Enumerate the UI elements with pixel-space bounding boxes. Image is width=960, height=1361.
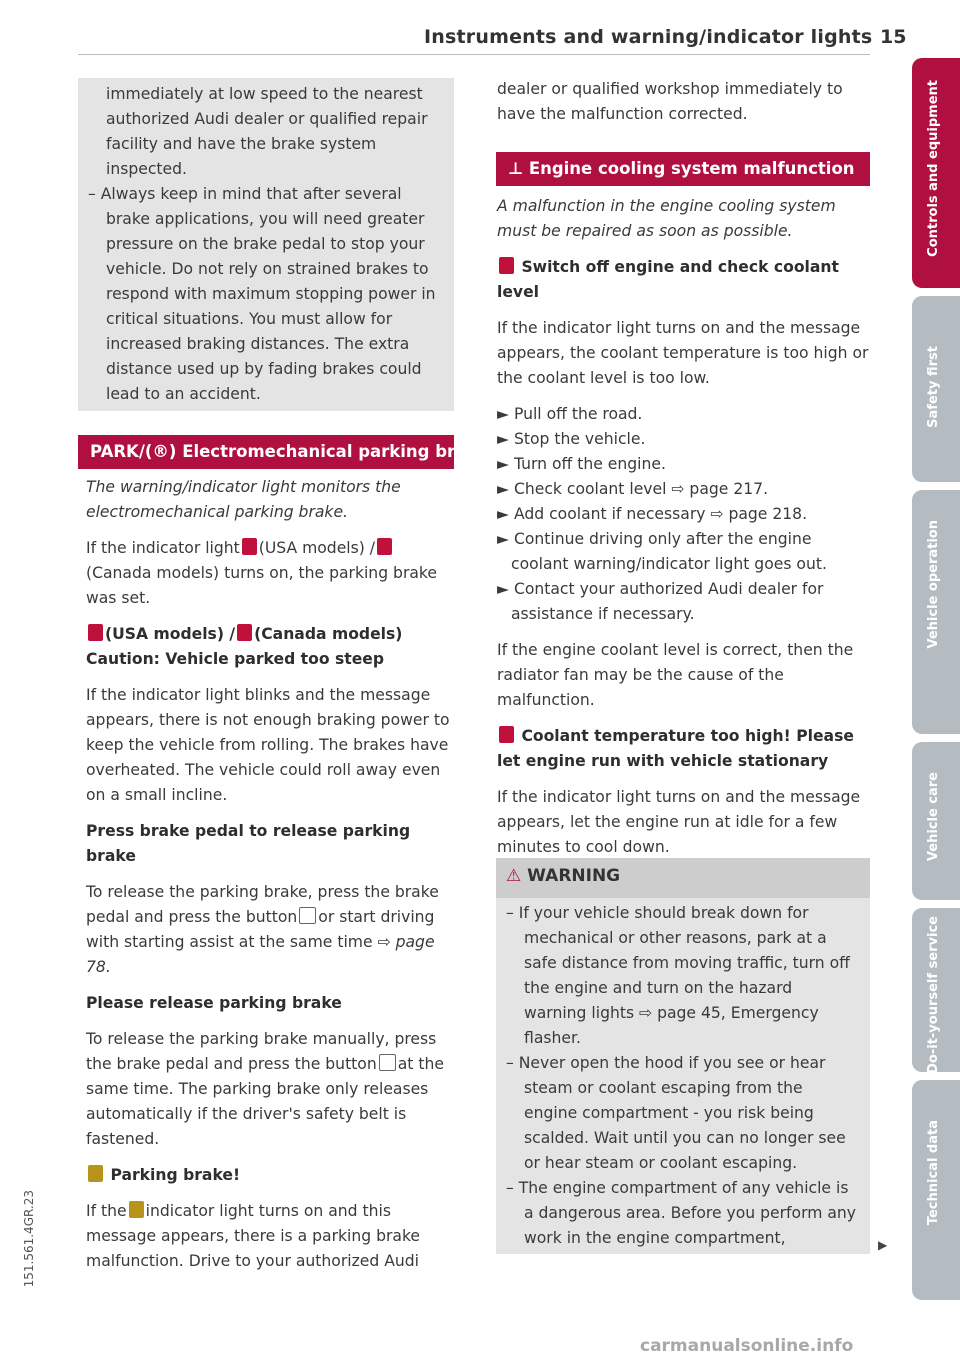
- side-tab-vehicle-care[interactable]: Vehicle care: [912, 742, 960, 900]
- warning-box-continued: [78, 78, 454, 411]
- list-item: ► Pull off the road.: [497, 405, 643, 423]
- warning-heading: ⚠ WARNING: [506, 866, 621, 886]
- warning-list: [506, 901, 858, 1251]
- list-item: ► Stop the vehicle.: [497, 430, 646, 448]
- parking-brake-fault-text: If the indicator light turns on and this message appears, there is a parking brake malfunction. Drive to your authorized Audi: [86, 1202, 421, 1270]
- parking-brake-para1: If the indicator light (USA models) /(Canada models) turns on, the parking brake was set.: [86, 539, 437, 607]
- heading-press-brake-pedal: Press brake pedal to release parking brake: [86, 822, 411, 865]
- warning-item: – Never open the hood if you see or hear steam or coolant escaping from the engine compartment - you risk being scalded. Wait until you can no longer see or hear steam or coolant escaping.: [506, 1054, 846, 1172]
- radiator-fan-text: If the engine coolant level is correct, then the radiator fan may be the cause of the malfunction.: [497, 641, 854, 709]
- brake-indicator-icon: [237, 624, 252, 641]
- cooling-intro: A malfunction in the engine cooling system must be repaired as soon as possible.: [497, 197, 836, 240]
- side-tab-safety[interactable]: Safety first: [912, 296, 960, 482]
- parking-brake-intro: The warning/indicator light monitors the electromechanical parking brake.: [86, 478, 401, 521]
- heading-release-parking-brake: Please release parking brake: [86, 994, 342, 1012]
- side-tab-diy-service[interactable]: Do-it-yourself service: [912, 908, 960, 1072]
- coolant-steps-list: [497, 402, 869, 627]
- document-code: 151.561.4GR.23: [22, 1190, 36, 1288]
- parking-brake-button-icon: [379, 1054, 396, 1071]
- heading-check-coolant: Switch off engine and check coolant level: [497, 258, 839, 301]
- heading-parked-too-steep: (USA models) / (Canada models) Caution: Vehicle parked too steep: [86, 625, 403, 668]
- page-header-title: Instruments and warning/indicator lights: [424, 26, 873, 48]
- list-item: ► Contact your authorized Audi dealer for assistance if necessary.: [497, 580, 824, 623]
- continued-text: dealer or qualified workshop immediately to have the malfunction corrected.: [497, 80, 843, 123]
- page-number: 15: [880, 26, 907, 48]
- continue-arrow-icon: ▶: [878, 1238, 888, 1252]
- section-title-cooling-system: ⊥ Engine cooling system malfunction: [496, 152, 870, 186]
- warning-item: – If your vehicle should break down for mechanical or other reasons, park at a safe distance from moving traffic, turn off the engine and turn on the hazard warning lights ⇨ page 45, Emergency flasher.: [506, 904, 850, 1047]
- warning-item: – The engine compartment of any vehicle is a dangerous area. Before you perform any work in the engine compartment,: [506, 1179, 857, 1247]
- list-item: ► Continue driving only after the engine coolant warning/indicator light goes out.: [497, 530, 827, 573]
- warning-box: [496, 858, 870, 1254]
- release-parking-brake-text: To release the parking brake manually, press the brake pedal and press the button at the same time. The parking brake only releases automatically if the driver's safety belt is fastened.: [86, 1030, 444, 1148]
- side-tab-vehicle-operation[interactable]: Vehicle operation: [912, 490, 960, 734]
- right-column-top: [497, 77, 869, 127]
- list-item: ► Turn off the engine.: [497, 455, 666, 473]
- heading-parking-brake-fault: Parking brake!: [86, 1163, 454, 1188]
- parked-too-steep-text: If the indicator light blinks and the message appears, there is not enough braking power to keep the vehicle from rolling. The brakes have overheated. The vehicle could roll away even on a small incline.: [86, 686, 450, 804]
- header-rule: [78, 54, 870, 55]
- warning-cont-item: – Always keep in mind that after several brake applications, you will need greater pressure on the brake pedal to stop your vehicle. Do not rely on strained brakes to respond with maximum stopping power in critical situations. You must allow for increased braking distances. The extra distance used up by fading brakes could lead to an accident.: [88, 185, 436, 403]
- warning-triangle-icon: ⚠: [506, 866, 522, 886]
- parking-brake-button-icon: [299, 907, 316, 924]
- list-item: ► Check coolant level ⇨ page 217.: [497, 480, 769, 498]
- heading-coolant-too-high: Coolant temperature too high! Please let engine run with vehicle stationary: [497, 727, 854, 770]
- brake-indicator-icon: [377, 538, 392, 555]
- watermark: carmanualsonline.info: [640, 1336, 854, 1356]
- parking-brake-fault-icon: [129, 1201, 144, 1218]
- coolant-indicator-icon: [499, 726, 514, 743]
- park-indicator-icon: [242, 538, 257, 555]
- press-brake-pedal-text: To release the parking brake, press the brake pedal and press the button or start driving with starting assist at the same time ⇨ page 78.: [86, 883, 439, 976]
- list-item: ► Add coolant if necessary ⇨ page 218.: [497, 505, 808, 523]
- coolant-too-high-text: If the indicator light turns on and the message appears, let the engine run at idle for a few minutes to cool down.: [497, 788, 861, 856]
- side-tab-controls[interactable]: Controls and equipment: [912, 58, 960, 288]
- section-title-parking-brake: PARK/(®) Electromechanical parking brake: [78, 435, 454, 469]
- check-coolant-text: If the indicator light turns on and the message appears, the coolant temperature is too high or the coolant level is too low.: [497, 319, 869, 387]
- side-tab-technical-data[interactable]: Technical data: [912, 1080, 960, 1300]
- warning-cont-text: immediately at low speed to the nearest authorized Audi dealer or qualified repair facility and have the brake system inspected.: [106, 85, 428, 178]
- parking-brake-fault-icon: [88, 1165, 103, 1182]
- left-column-body: [86, 475, 454, 1274]
- park-indicator-icon: [88, 624, 103, 641]
- coolant-indicator-icon: [499, 257, 514, 274]
- right-column-body: [497, 194, 869, 860]
